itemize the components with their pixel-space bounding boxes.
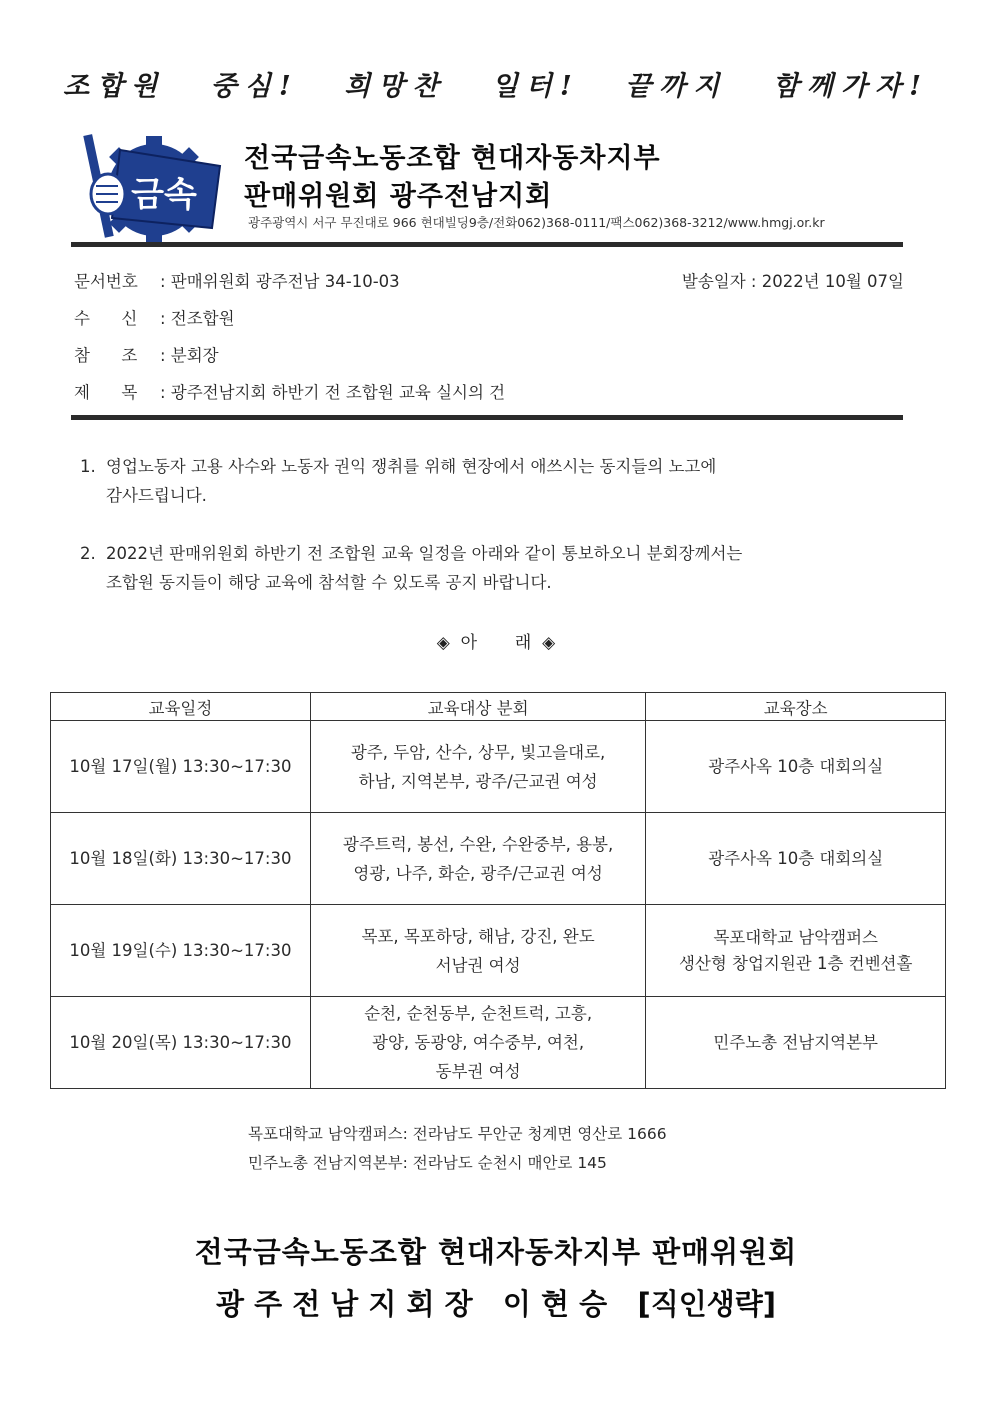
target-line: 광주트럭, 봉선, 수완, 수완중부, 용봉,	[342, 834, 614, 854]
org-name-line1: 전국금속노동조합 현대자동차지부	[244, 143, 661, 174]
logo-text: 금속	[131, 175, 197, 215]
subject-label: 제 목	[74, 383, 138, 402]
footer-signature: 광 주 전 남 지 회 장 이 현 승 [직인생략]	[215, 1287, 777, 1321]
target-line: 동부권 여성	[435, 1062, 521, 1081]
target-line: 광양, 동광양, 여수중부, 여천,	[372, 1033, 585, 1052]
send-date: 발송일자 : 2022년 10월 07일	[681, 272, 904, 291]
header-place: 교육장소	[646, 693, 946, 721]
target-line: 목포, 목포하당, 해남, 강진, 완도	[361, 926, 595, 946]
row-place	[646, 721, 946, 813]
row-date: 10월 20일(목) 13:30~17:30	[51, 997, 311, 1089]
address-note-kctu: 민주노총 전남지역본부: 전라남도 순천시 매안로 145	[248, 1154, 607, 1172]
table-row	[51, 813, 946, 905]
table-row	[51, 721, 946, 813]
row-targets	[310, 997, 646, 1089]
p1-line2: 감사드립니다.	[106, 486, 207, 505]
header-targets: 교육대상 분회	[310, 693, 646, 721]
paragraph-2	[80, 539, 742, 597]
recipient-value: : 전조합원	[160, 309, 235, 328]
p2-line1: 2022년 판매위원회 하반기 전 조합원 교육 일정을 아래와 같이 통보하오니 분회장께서는	[106, 544, 743, 563]
row-place	[646, 905, 946, 997]
place-line: 광주사옥 10층 대회의실	[708, 757, 884, 776]
row-targets	[310, 721, 646, 813]
p2-line2: 조합원 동지들이 해당 교육에 참석할 수 있도록 공지 바랍니다.	[106, 573, 552, 592]
row-date: 10월 19일(수) 13:30~17:30	[51, 905, 311, 997]
place-line: 목포대학교 남악캠퍼스	[713, 927, 878, 947]
target-line: 하남, 지역본부, 광주/근교권 여성	[358, 771, 598, 791]
address-note-mokpo: 목포대학교 남악캠퍼스: 전라남도 무안군 청계면 영산로 1666	[248, 1125, 667, 1143]
row-date: 10월 18일(화) 13:30~17:30	[51, 813, 311, 905]
meta-divider	[71, 415, 903, 420]
target-line: 서남권 여성	[435, 955, 521, 975]
row-place	[646, 813, 946, 905]
row-targets	[310, 905, 646, 997]
doc-number-label: 문서번호	[74, 272, 138, 291]
slogan: 조합원 중심! 희망찬 일터! 끝까지 함께가자!	[63, 71, 929, 102]
p1-number: 1.	[80, 457, 96, 476]
target-line: 광주, 두암, 산수, 상무, 빛고을대로,	[350, 742, 606, 762]
table-header-row	[51, 693, 946, 721]
place-line: 생산형 창업지원관 1층 컨벤션홀	[678, 953, 913, 973]
below-title: ◈ 아 래 ◈	[436, 633, 556, 653]
doc-number-row	[74, 268, 400, 292]
row-place	[646, 997, 946, 1089]
doc-number-value: : 판매위원회 광주전남 34-10-03	[160, 272, 400, 291]
table-row	[51, 905, 946, 997]
org-address: 광주광역시 서구 무진대로 966 현대빌딩9층/전화062)368-0111/팩스062)368-3212/www.hmgj.or.kr	[248, 215, 825, 230]
p2-number: 2.	[80, 544, 96, 563]
recipient-label: 수 신	[74, 309, 138, 328]
row-date: 10월 17일(월) 13:30~17:30	[51, 721, 311, 813]
footer-org: 전국금속노동조합 현대자동차지부 판매위원회	[194, 1235, 798, 1269]
subject-value: : 광주전남지회 하반기 전 조합원 교육 실시의 건	[160, 383, 506, 402]
org-name-line2: 판매위원회 광주전남지회	[244, 181, 553, 212]
schedule-table	[50, 692, 946, 1089]
row-targets	[310, 813, 646, 905]
header-divider	[71, 242, 903, 247]
recipient-row	[74, 305, 235, 329]
target-line: 순천, 순천동부, 순천트럭, 고흥,	[364, 1004, 593, 1023]
target-line: 영광, 나주, 화순, 광주/근교권 여성	[353, 863, 603, 883]
p1-line1: 영업노동자 고용 사수와 노동자 권익 쟁취를 위해 현장에서 애쓰시는 동지들의 노고에	[106, 457, 717, 476]
paragraph-1	[80, 452, 716, 510]
reference-value: : 분회장	[160, 346, 219, 365]
subject-row	[74, 379, 505, 403]
table-row	[51, 997, 946, 1089]
place-line: 광주사옥 10층 대회의실	[708, 849, 884, 868]
reference-row	[74, 342, 219, 366]
header-date: 교육일정	[51, 693, 311, 721]
place-line: 민주노총 전남지역본부	[713, 1033, 878, 1052]
reference-label: 참 조	[74, 346, 138, 365]
union-logo	[82, 128, 224, 246]
